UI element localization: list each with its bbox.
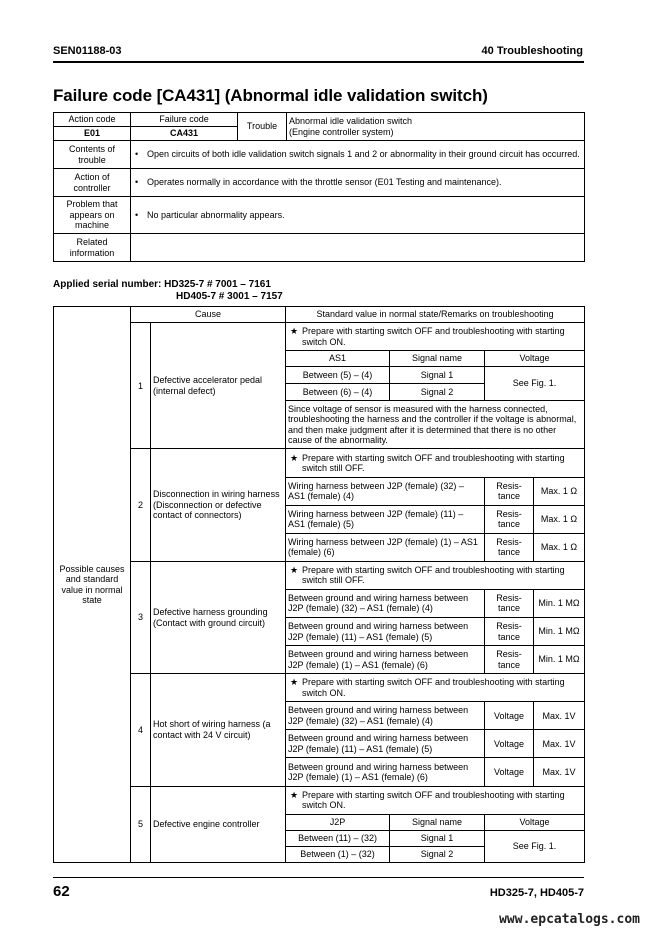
standard-value: Max. 1V [534, 730, 585, 758]
voltage-value: See Fig. 1. [485, 830, 585, 862]
cause-description: Hot short of wiring harness (a contact with 24 V circuit) [151, 674, 286, 786]
contents-label: Contents of trouble [54, 141, 131, 169]
measure-point: Between (5) – (4) [286, 367, 390, 384]
measure-type: Voltage [485, 702, 534, 730]
signal-name: Signal 2 [390, 846, 485, 862]
sub-header-connector: AS1 [286, 351, 390, 367]
measure-type: Resis-tance [485, 477, 534, 505]
cause-description: Defective engine controller [151, 786, 286, 862]
possible-causes-table [53, 306, 585, 863]
star-icon: ★ [290, 564, 299, 575]
star-icon: ★ [290, 452, 299, 463]
measure-point: Between ground and wiring harness between J2P (female) (32) – AS1 (female) (4) [286, 589, 485, 617]
measure-type: Resis-tance [485, 589, 534, 617]
standard-value: Max. 1V [534, 758, 585, 786]
standard-value: Min. 1 MΩ [534, 589, 585, 617]
measure-type: Resis-tance [485, 646, 534, 674]
measure-type: Voltage [485, 730, 534, 758]
standard-value: Max. 1V [534, 702, 585, 730]
serial-label: Applied serial number: [53, 279, 162, 290]
measure-type: Resis-tance [485, 533, 534, 561]
sub-header-signal: Signal name [390, 814, 485, 830]
sub-header-signal: Signal name [390, 351, 485, 367]
failure-info-table [53, 112, 585, 262]
standard-value: Max. 1 Ω [534, 533, 585, 561]
measure-point: Between ground and wiring harness between J2P (female) (11) – AS1 (female) (5) [286, 730, 485, 758]
measure-point: Between ground and wiring harness between J2P (female) (11) – AS1 (female) (5) [286, 618, 485, 646]
sub-header-voltage: Voltage [485, 351, 585, 367]
footer-rule [53, 877, 584, 878]
cause-number: 3 [131, 561, 151, 673]
measurement-note: Since voltage of sensor is measured with the harness connected, troubleshooting the harness and the controller if the voltage is abnormal, and then make judgment after it is determined that there is no other cause of the abnormality. [286, 401, 585, 449]
measure-point: Between ground and wiring harness between J2P (female) (32) – AS1 (female) (4) [286, 702, 485, 730]
possible-causes-label: Possible causes and standard value in normal state [54, 307, 131, 863]
page-number: 62 [53, 883, 70, 900]
measure-point: Wiring harness between J2P (female) (32) – AS1 (female) (4) [286, 477, 485, 505]
preparation-note: ★ Prepare with starting switch OFF and troubleshooting with starting switch still OFF. [286, 449, 585, 477]
trouble-label: Trouble [238, 113, 287, 141]
cause-number: 2 [131, 449, 151, 561]
trouble-text-line-1: Abnormal idle validation switch [289, 116, 413, 126]
watermark-link[interactable]: www.epcatalogs.com [499, 912, 640, 927]
bullet-icon: • [135, 149, 139, 160]
measure-point: Between ground and wiring harness between J2P (female) (1) – AS1 (female) (6) [286, 646, 485, 674]
preparation-note: ★ Prepare with starting switch OFF and troubleshooting with starting switch ON. [286, 674, 585, 702]
action-label: Action of controller [54, 169, 131, 197]
cause-number: 1 [131, 323, 151, 449]
measure-point: Wiring harness between J2P (female) (1) – AS1 (female) (6) [286, 533, 485, 561]
measure-point: Wiring harness between J2P (female) (11) – AS1 (female) (5) [286, 505, 485, 533]
standard-value: Max. 1 Ω [534, 505, 585, 533]
serial-line-2: HD405-7 # 3001 – 7157 [176, 291, 283, 302]
standard-value: Min. 1 MΩ [534, 646, 585, 674]
failure-code-value: CA431 [131, 127, 238, 141]
header-rule [53, 61, 584, 63]
serial-line-1: HD325-7 # 7001 – 7161 [164, 279, 271, 290]
star-icon: ★ [290, 789, 299, 800]
trouble-text [287, 113, 585, 141]
failure-code-label: Failure code [131, 113, 238, 127]
problem-label: Problem that appears on machine [54, 197, 131, 234]
standard-header: Standard value in normal state/Remarks on troubleshooting [286, 307, 585, 323]
cause-number: 4 [131, 674, 151, 786]
bullet-icon: • [135, 209, 139, 220]
standard-value: Max. 1 Ω [534, 477, 585, 505]
measure-point: Between (6) – (4) [286, 384, 390, 401]
cause-description: Disconnection in wiring harness (Disconnection or defective contact of connectors) [151, 449, 286, 561]
measure-type: Resis-tance [485, 618, 534, 646]
applied-serial-number [53, 279, 283, 303]
preparation-note: ★ Prepare with starting switch OFF and troubleshooting with starting switch ON. [286, 323, 585, 351]
document-code: SEN01188-03 [53, 45, 122, 57]
related-text [131, 234, 585, 262]
model-name: HD325-7, HD405-7 [489, 887, 584, 899]
preparation-note: ★ Prepare with starting switch OFF and troubleshooting with starting switch still OFF. [286, 561, 585, 589]
signal-name: Signal 1 [390, 830, 485, 846]
measure-point: Between ground and wiring harness between J2P (female) (1) – AS1 (female) (6) [286, 758, 485, 786]
cause-description: Defective harness grounding (Contact with ground circuit) [151, 561, 286, 673]
action-code-label: Action code [54, 113, 131, 127]
sub-header-connector: J2P [286, 814, 390, 830]
cause-header: Cause [131, 307, 286, 323]
cause-number: 5 [131, 786, 151, 862]
star-icon: ★ [290, 677, 299, 688]
cause-description: Defective accelerator pedal (internal defect) [151, 323, 286, 449]
measure-type: Voltage [485, 758, 534, 786]
voltage-value: See Fig. 1. [485, 367, 585, 401]
measure-type: Resis-tance [485, 505, 534, 533]
action-code-value: E01 [54, 127, 131, 141]
trouble-text-line-2: (Engine controller system) [289, 126, 394, 137]
related-label: Related information [54, 234, 131, 262]
problem-text: • No particular abnormality appears. [131, 197, 585, 234]
signal-name: Signal 2 [390, 384, 485, 401]
standard-value: Min. 1 MΩ [534, 618, 585, 646]
measure-point: Between (1) – (32) [286, 846, 390, 862]
star-icon: ★ [290, 326, 299, 337]
bullet-icon: • [135, 177, 139, 188]
action-text: • Operates normally in accordance with the throttle sensor (E01 Testing and maintenance). [131, 169, 585, 197]
contents-text: • Open circuits of both idle validation switch signals 1 and 2 or abnormality in their ground circuit has occurred. [131, 141, 585, 169]
sub-header-voltage: Voltage [485, 814, 585, 830]
section-title: 40 Troubleshooting [481, 45, 583, 57]
signal-name: Signal 1 [390, 367, 485, 384]
measure-point: Between (11) – (32) [286, 830, 390, 846]
page-title: Failure code [CA431] (Abnormal idle validation switch) [53, 86, 488, 105]
preparation-note: ★ Prepare with starting switch OFF and troubleshooting with starting switch ON. [286, 786, 585, 814]
